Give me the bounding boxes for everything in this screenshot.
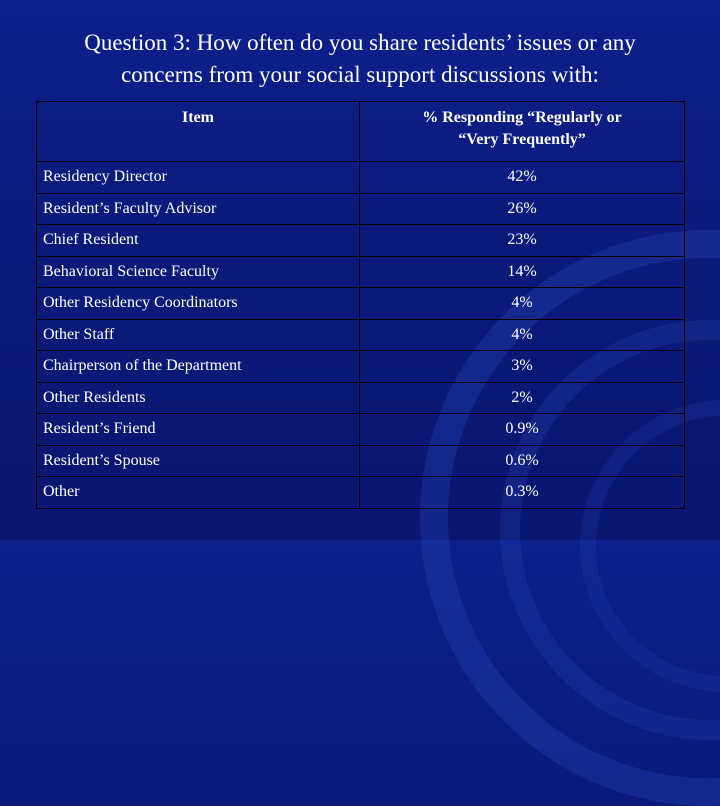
table-row (37, 414, 685, 446)
row-item: Other Staff (37, 319, 360, 351)
header-item: Item (37, 102, 360, 162)
table-row (37, 225, 685, 257)
row-item: Other (37, 477, 360, 509)
row-percent: 2% (360, 382, 685, 414)
row-percent: 26% (360, 193, 685, 225)
table-row (37, 256, 685, 288)
results-table (36, 101, 685, 509)
row-percent: 4% (360, 319, 685, 351)
row-percent: 3% (360, 351, 685, 383)
row-percent: 0.3% (360, 477, 685, 509)
row-item: Resident’s Spouse (37, 445, 360, 477)
row-percent: 42% (360, 162, 685, 194)
row-item: Other Residents (37, 382, 360, 414)
row-percent: 23% (360, 225, 685, 257)
header-percent-line1: % Responding “Regularly or (422, 109, 622, 126)
slide-title (20, 27, 700, 91)
row-item: Chief Resident (37, 225, 360, 257)
row-item: Resident’s Friend (37, 414, 360, 446)
row-percent: 0.9% (360, 414, 685, 446)
slide-title-line2: concerns from your social support discussions with: (121, 62, 599, 87)
header-row (37, 102, 685, 162)
table-row (37, 382, 685, 414)
header-percent-line2: “Very Frequently” (458, 131, 586, 148)
table-row (37, 193, 685, 225)
row-item: Chairperson of the Department (37, 351, 360, 383)
table-row (37, 445, 685, 477)
row-item: Residency Director (37, 162, 360, 194)
row-item: Resident’s Faculty Advisor (37, 193, 360, 225)
table-row (37, 288, 685, 320)
row-percent: 14% (360, 256, 685, 288)
table-row (37, 162, 685, 194)
table-row (37, 319, 685, 351)
slide-title-line1: Question 3: How often do you share residents’ issues or any (84, 30, 636, 55)
row-percent: 0.6% (360, 445, 685, 477)
table-row (37, 477, 685, 509)
table-row (37, 351, 685, 383)
row-item: Behavioral Science Faculty (37, 256, 360, 288)
row-item: Other Residency Coordinators (37, 288, 360, 320)
row-percent: 4% (360, 288, 685, 320)
header-percent (360, 102, 685, 162)
